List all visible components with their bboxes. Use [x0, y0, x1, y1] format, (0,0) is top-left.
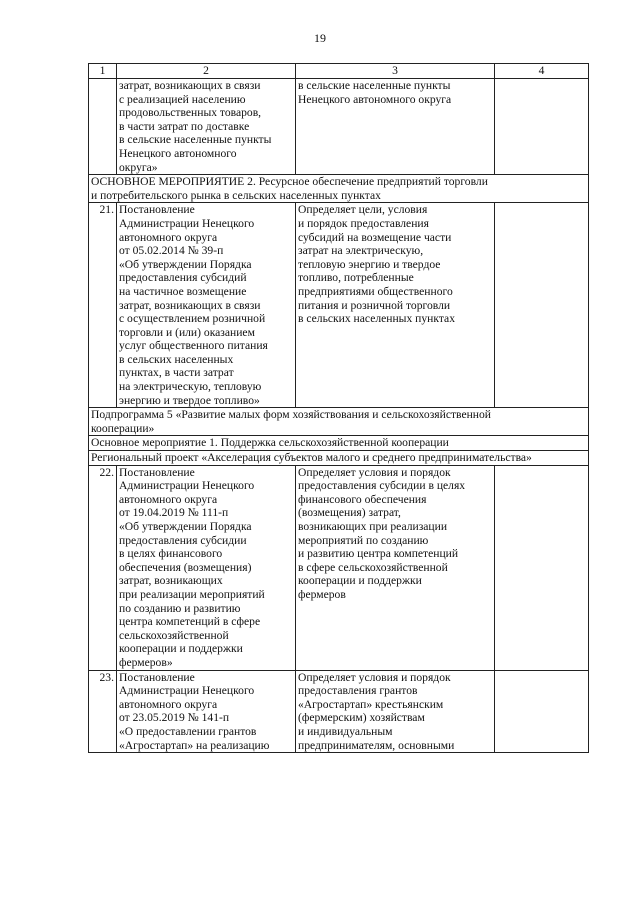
- cell-line: обеспечения (возмещения): [119, 560, 252, 574]
- cell-line: затрат, возникающих в связи: [119, 79, 261, 92]
- document-cell: [117, 79, 296, 175]
- cell-line: от 23.05.2019 № 141-п: [119, 711, 230, 725]
- section-row: [89, 451, 589, 466]
- cell-line: возникающих при реализации: [298, 520, 448, 533]
- cell-line: «Об утверждении Порядка: [119, 257, 252, 271]
- cell-line: автономного округа: [119, 492, 218, 506]
- regulations-table: [88, 63, 589, 753]
- cell-line: предоставления субсидии: [119, 533, 247, 547]
- cell-line: Постановление: [119, 203, 195, 217]
- cell-line: субсидий на возмещение части: [298, 230, 452, 244]
- table-row: [89, 203, 589, 408]
- cell-line: в сфере сельскохозяйственной: [298, 560, 448, 574]
- section-row: [89, 436, 589, 451]
- section-heading-line: Основное мероприятие 1. Поддержка сельскохозяйственной кооперации: [91, 436, 449, 450]
- notes-cell: [495, 203, 589, 408]
- cell-line: Администрации Ненецкого: [119, 216, 255, 230]
- notes-cell: [495, 465, 589, 670]
- cell-line: центра компетенций в сфере: [119, 615, 261, 629]
- cell-line: «Об утверждении Порядка: [119, 520, 252, 533]
- cell-line: «Агростартап» крестьянским: [298, 697, 444, 711]
- cell-line: «Агростартап» на реализацию: [119, 738, 270, 752]
- cell-line: в целях финансового: [119, 547, 223, 561]
- cell-line: автономного округа: [119, 697, 218, 711]
- section-row: [89, 408, 589, 436]
- cell-line: Определяет условия и порядок: [298, 465, 451, 479]
- cell-line: кооперации и поддержки: [119, 642, 243, 656]
- table-header-row: [89, 64, 589, 79]
- cell-line: предоставления грантов: [298, 684, 418, 698]
- cell-line: предпринимателям, основными: [298, 738, 455, 752]
- cell-line: услуг общественного питания: [119, 339, 268, 353]
- cell-line: питания и розничной торговли: [298, 298, 451, 312]
- cell-line: финансового обеспечения: [298, 492, 427, 506]
- section-row: [89, 175, 589, 203]
- row-number: [89, 79, 117, 175]
- page-number: 19: [314, 31, 326, 45]
- section-heading-line: Региональный проект «Акселерация субъектов малого и среднего предпринимательства»: [91, 451, 532, 465]
- section-heading-line: и потребительского рынка в сельских населенных пунктах: [91, 188, 381, 202]
- cell-line: Постановление: [119, 670, 195, 684]
- cell-line: в сельских населенных пунктах: [298, 312, 456, 326]
- document-cell: [117, 203, 296, 408]
- description-cell: [296, 465, 495, 670]
- document-cell: [117, 465, 296, 670]
- cell-line: фермеров»: [119, 655, 173, 669]
- cell-line: кооперации и поддержки: [298, 574, 422, 588]
- cell-line: и индивидуальным: [298, 724, 393, 738]
- cell-line: «О предоставлении грантов: [119, 724, 257, 738]
- table-row: [89, 465, 589, 670]
- cell-line: автономного округа: [119, 230, 218, 244]
- cell-line: Администрации Ненецкого: [119, 479, 255, 493]
- cell-line: Администрации Ненецкого: [119, 684, 255, 698]
- cell-line: торговли и (или) оказанием: [119, 325, 255, 339]
- cell-line: мероприятий по созданию: [298, 533, 429, 547]
- cell-line: от 05.02.2014 № 39-п: [119, 244, 224, 258]
- cell-line: сельскохозяйственной: [119, 628, 229, 642]
- cell-line: фермеров: [298, 587, 346, 601]
- cell-line: Определяет условия и порядок: [298, 670, 451, 684]
- cell-line: предоставления субсидий: [119, 271, 247, 285]
- section-heading: [89, 436, 589, 451]
- cell-line: Определяет цели, условия: [298, 203, 428, 217]
- cell-line: по созданию и развитию: [119, 601, 241, 615]
- cell-line: в части затрат по доставке: [119, 119, 250, 133]
- table-body: [89, 64, 589, 753]
- cell-line: затрат на электрическую,: [298, 244, 424, 258]
- cell-line: Ненецкого автономного округа: [298, 92, 452, 106]
- header-cell-3: 3: [296, 64, 495, 79]
- cell-line: Ненецкого автономного: [119, 146, 237, 160]
- description-cell: [296, 79, 495, 175]
- cell-line: тепловую энергию и твердое: [298, 257, 441, 271]
- section-heading: [89, 451, 589, 466]
- cell-line: топливо, потребленные: [298, 271, 414, 285]
- cell-line: продовольственных товаров,: [119, 106, 262, 120]
- cell-line: затрат, возникающих в связи: [119, 298, 261, 312]
- section-heading-line: кооперации»: [91, 421, 155, 435]
- cell-line: Постановление: [119, 465, 195, 479]
- cell-line: на частичное возмещение: [119, 284, 247, 298]
- cell-line: при реализации мероприятий: [119, 587, 265, 601]
- cell-line: и развитию центра компетенций: [298, 547, 459, 561]
- cell-line: в сельские населенные пункты: [298, 79, 451, 92]
- description-cell: [296, 203, 495, 408]
- description-cell: [296, 670, 495, 753]
- section-heading: [89, 408, 589, 436]
- document-cell: [117, 670, 296, 753]
- table-row: [89, 79, 589, 175]
- header-cell-1: 1: [89, 64, 117, 79]
- cell-line: от 19.04.2019 № 111-п: [119, 506, 229, 520]
- cell-line: в сельские населенные пункты: [119, 133, 272, 147]
- header-cell-2: 2: [117, 64, 296, 79]
- table-row: [89, 670, 589, 753]
- section-heading-line: Подпрограмма 5 «Развитие малых форм хозяйствования и сельскохозяйственной: [91, 408, 491, 422]
- row-number: 21.: [89, 203, 117, 408]
- row-number: 23.: [89, 670, 117, 753]
- cell-line: (фермерским) хозяйствам: [298, 711, 425, 725]
- notes-cell: [495, 670, 589, 753]
- cell-line: на электрическую, тепловую: [119, 380, 262, 394]
- cell-line: в сельских населенных: [119, 352, 234, 366]
- section-heading: [89, 175, 589, 203]
- section-heading-line: ОСНОВНОЕ МЕРОПРИЯТИЕ 2. Ресурсное обеспечение предприятий торговли: [91, 175, 488, 189]
- cell-line: предоставления субсидии в целях: [298, 479, 466, 493]
- cell-line: затрат, возникающих: [119, 574, 223, 588]
- cell-line: округа»: [119, 160, 158, 174]
- header-cell-4: 4: [495, 64, 589, 79]
- cell-line: пунктах, в части затрат: [119, 366, 234, 380]
- row-number: 22.: [89, 465, 117, 670]
- cell-line: предприятиями общественного: [298, 284, 453, 298]
- cell-line: энергию и твердое топливо»: [119, 393, 260, 407]
- cell-line: с реализацией населению: [119, 92, 246, 106]
- notes-cell: [495, 79, 589, 175]
- cell-line: с осуществлением розничной: [119, 312, 266, 326]
- cell-line: и порядок предоставления: [298, 216, 429, 230]
- cell-line: (возмещения) затрат,: [298, 506, 401, 520]
